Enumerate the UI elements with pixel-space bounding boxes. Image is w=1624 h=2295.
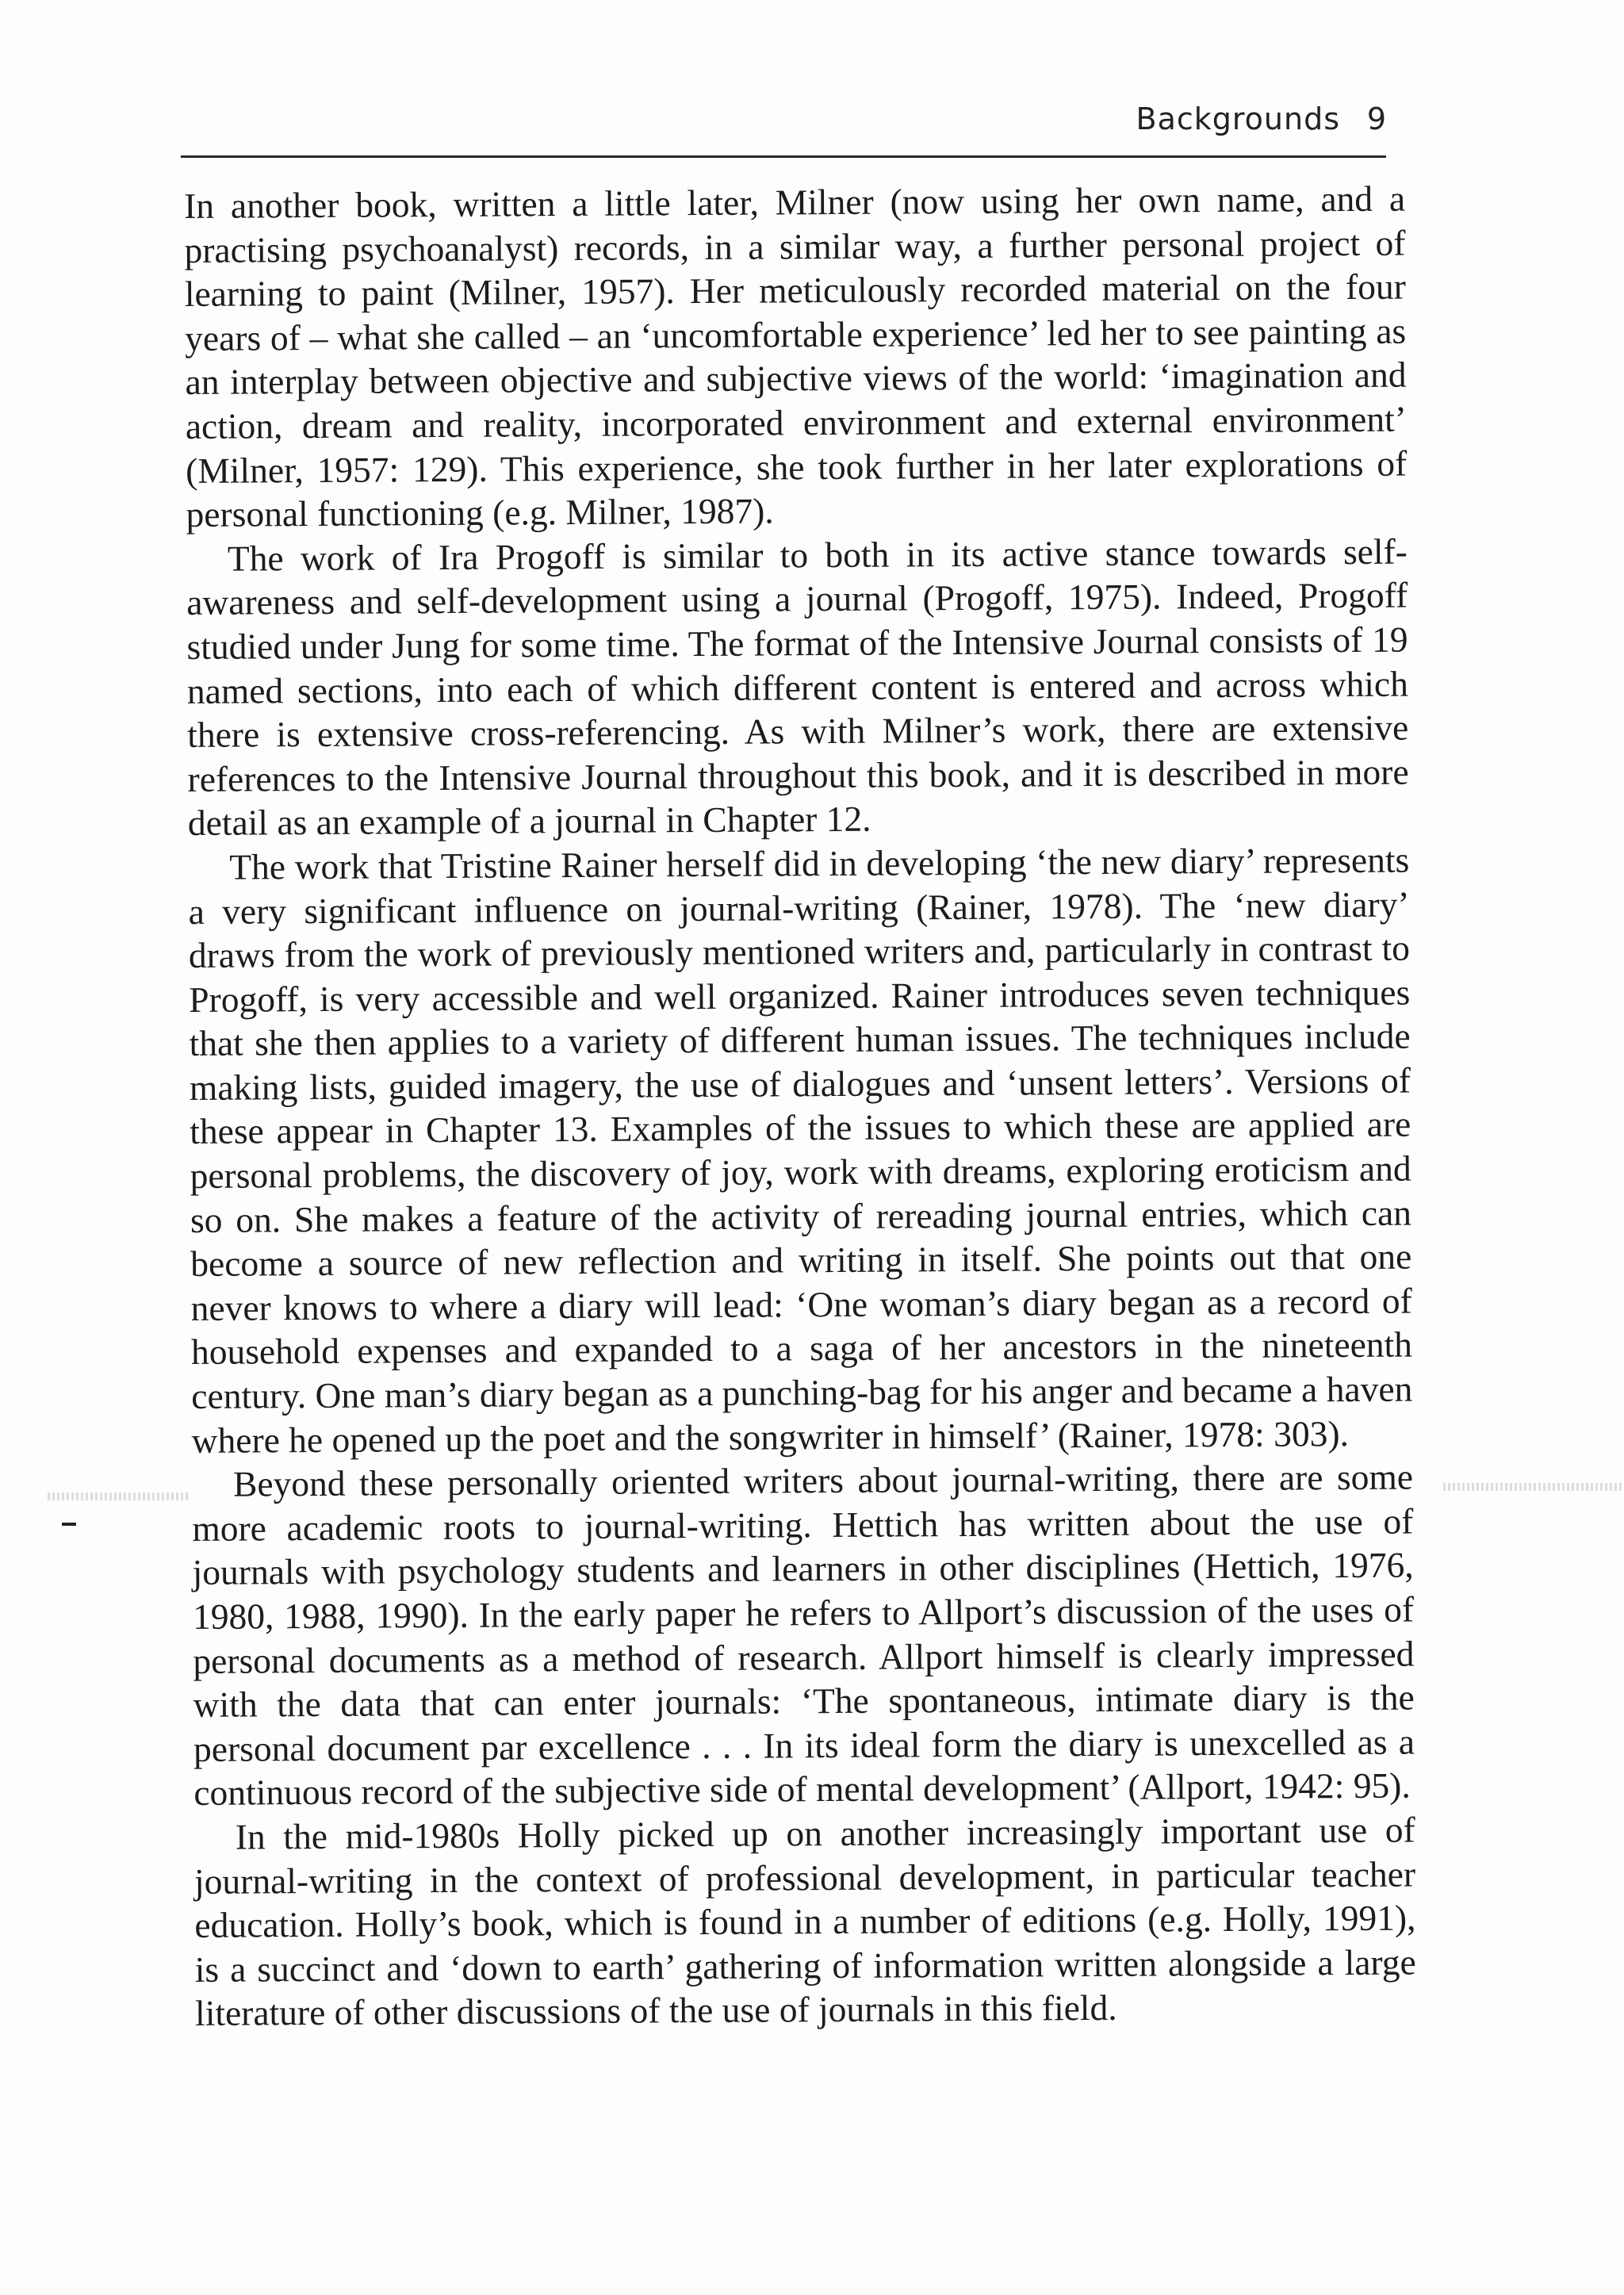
margin-mark (62, 1523, 76, 1526)
body-text (184, 177, 1416, 2036)
paragraph: The work of Ira Progoff is similar to both in its active stance towards self-awareness and self-development using a journal (Progoff, 1975). Indeed, Progoff studied under Jung for some time. The format of the Intensive Journal consists of 19 named sections, into each of which different content is entered and across which there is extensive cross-referencing. As with Milner’s work, there are extensive references to the Intensive Journal throughout this book, and it is described in more detail as an example of a journal in Chapter 12. (186, 531, 1409, 844)
scan-artifact-right (1443, 1483, 1624, 1491)
running-header (181, 94, 1386, 158)
running-header-title: Backgrounds (1136, 102, 1340, 136)
paragraph: The work that Tristine Rainer herself did in developing ‘the new diary’ represents a very significant influence on journal-writing (Rainer, 1978). The ‘new diary’ draws from the work of previously mentioned writers and, particularly in contrast to Progoff, is very accessible and well organized. Rainer introduces seven techniques that she then applies to a variety of different human issues. The techniques include making lists, guided imagery, the use of dialogues and ‘unsent letters’. Versions of these appear in Chapter 13. Examples of the issues to which these are applied are personal problems, the discovery of joy, work with dreams, exploring eroticism and so on. She makes a feature of the activity of rereading journal entries, which can become a source of new reflection and writing in itself. She points out that one never knows to where a diary will lead: ‘One woman’s diary began as a record of household expenses and expanded to a saga of her ancestors in the nineteenth century. One man’s diary began as a punching-bag for his anger and became a haven where he opened up the poet and the songwriter in himself’ (Rainer, 1978: 303). (188, 839, 1413, 1461)
paragraph: In another book, written a little later, Milner (now using her own name, and a practising psychoanalyst) records, in a similar way, a further personal project of learning to paint (Milner, 1957). Her meticulously recorded material on the four years of – what she called – an ‘uncomfortable experience’ led her to see painting as an interplay between objective and subjective views of the world: ‘imagination and action, dream and reality, incorporated environment and external environment’ (Milner, 1957: 129). This experience, she took further in her later explorations of personal functioning (e.g. Milner, 1987). (184, 178, 1408, 535)
page-number: 9 (1366, 102, 1386, 136)
paragraph: In the mid-1980s Holly picked up on another increasingly important use of journal-writing in the context of professional development, in particular teacher education. Holly’s book, which is found in a number of editions (e.g. Holly, 1991), is a succinct and ‘down to earth’ gathering of information written alongside a large literature of other discussions of the use of journals in this field. (193, 1809, 1416, 2034)
scan-artifact-left (48, 1492, 190, 1500)
paragraph: Beyond these personally oriented writers about journal-writing, there are some more academic roots to journal-writing. Hettich has written about the use of journals with psychology students and learners in other disciplines (Hettich, 1976, 1980, 1988, 1990). In the early paper he refers to Allport’s discussion of the uses of personal documents as a method of research. Allport himself is clearly impressed with the data that can enter journals: ‘The spontaneous, intimate diary is the personal document par excellence . . . In its ideal form the diary is unexcelled as a continuous record of the subjective side of mental development’ (Allport, 1942: 95). (192, 1456, 1415, 1814)
